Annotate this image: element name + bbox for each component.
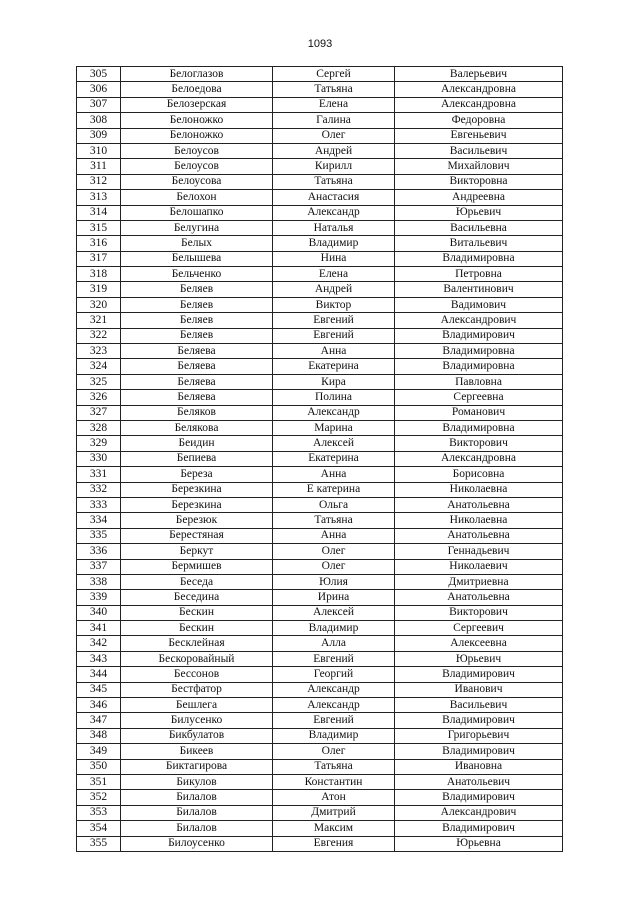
last-name-cell: Беляева	[121, 374, 273, 389]
table-row	[77, 297, 563, 312]
row-number-cell: 348	[77, 728, 121, 743]
last-name-cell: Беркут	[121, 544, 273, 559]
patronymic-cell: Дмитриевна	[395, 574, 563, 589]
first-name-cell: Галина	[273, 113, 395, 128]
patronymic-cell: Евгеньевич	[395, 128, 563, 143]
last-name-cell: Белоножко	[121, 128, 273, 143]
table-row	[77, 97, 563, 112]
patronymic-cell: Андреевна	[395, 190, 563, 205]
patronymic-cell: Иванович	[395, 682, 563, 697]
first-name-cell: Андрей	[273, 143, 395, 158]
row-number-cell: 347	[77, 713, 121, 728]
table-row	[77, 759, 563, 774]
patronymic-cell: Юрьевна	[395, 836, 563, 851]
last-name-cell: Билалов	[121, 821, 273, 836]
first-name-cell: Татьяна	[273, 513, 395, 528]
row-number-cell: 351	[77, 774, 121, 789]
table-row	[77, 713, 563, 728]
last-name-cell: Билусенко	[121, 713, 273, 728]
last-name-cell: Бешлега	[121, 698, 273, 713]
table-row	[77, 359, 563, 374]
row-number-cell: 325	[77, 374, 121, 389]
patronymic-cell: Петровна	[395, 267, 563, 282]
table-row	[77, 528, 563, 543]
table-row	[77, 790, 563, 805]
last-name-cell: Белякова	[121, 420, 273, 435]
first-name-cell: Алексей	[273, 605, 395, 620]
table-row	[77, 205, 563, 220]
last-name-cell: Бепиева	[121, 451, 273, 466]
patronymic-cell: Владимирович	[395, 667, 563, 682]
table-row	[77, 143, 563, 158]
last-name-cell: Белоусов	[121, 159, 273, 174]
table-row	[77, 344, 563, 359]
last-name-cell: Бермишев	[121, 559, 273, 574]
first-name-cell: Анастасия	[273, 190, 395, 205]
table-row	[77, 605, 563, 620]
first-name-cell: Евгений	[273, 713, 395, 728]
row-number-cell: 327	[77, 405, 121, 420]
row-number-cell: 310	[77, 143, 121, 158]
table-row	[77, 190, 563, 205]
last-name-cell: Бельченко	[121, 267, 273, 282]
row-number-cell: 305	[77, 67, 121, 82]
first-name-cell: Дмитрий	[273, 805, 395, 820]
last-name-cell: Бесклейная	[121, 636, 273, 651]
first-name-cell: Кира	[273, 374, 395, 389]
table-row	[77, 621, 563, 636]
last-name-cell: Берестяная	[121, 528, 273, 543]
table-row	[77, 82, 563, 97]
row-number-cell: 312	[77, 174, 121, 189]
row-number-cell: 306	[77, 82, 121, 97]
row-number-cell: 334	[77, 513, 121, 528]
row-number-cell: 329	[77, 436, 121, 451]
first-name-cell: Алексей	[273, 436, 395, 451]
table-row	[77, 636, 563, 651]
first-name-cell: Татьяна	[273, 82, 395, 97]
first-name-cell: Олег	[273, 128, 395, 143]
patronymic-cell: Васильевич	[395, 698, 563, 713]
last-name-cell: Белугина	[121, 220, 273, 235]
last-name-cell: Беидин	[121, 436, 273, 451]
first-name-cell: Евгений	[273, 328, 395, 343]
table-row	[77, 774, 563, 789]
row-number-cell: 313	[77, 190, 121, 205]
first-name-cell: Юлия	[273, 574, 395, 589]
row-number-cell: 353	[77, 805, 121, 820]
patronymic-cell: Валерьевич	[395, 67, 563, 82]
last-name-cell: Белохон	[121, 190, 273, 205]
last-name-cell: Бескоровайный	[121, 651, 273, 666]
first-name-cell: Максим	[273, 821, 395, 836]
first-name-cell: Марина	[273, 420, 395, 435]
first-name-cell: Константин	[273, 774, 395, 789]
row-number-cell: 319	[77, 282, 121, 297]
last-name-cell: Белышева	[121, 251, 273, 266]
table-row	[77, 698, 563, 713]
patronymic-cell: Валентинович	[395, 282, 563, 297]
first-name-cell: Олег	[273, 744, 395, 759]
table-row	[77, 805, 563, 820]
row-number-cell: 349	[77, 744, 121, 759]
last-name-cell: Белоедова	[121, 82, 273, 97]
table-row	[77, 451, 563, 466]
patronymic-cell: Анатольевна	[395, 528, 563, 543]
table-row	[77, 574, 563, 589]
last-name-cell: Березкина	[121, 482, 273, 497]
table-row	[77, 267, 563, 282]
first-name-cell: Наталья	[273, 220, 395, 235]
row-number-cell: 337	[77, 559, 121, 574]
patronymic-cell: Романович	[395, 405, 563, 420]
row-number-cell: 318	[77, 267, 121, 282]
row-number-cell: 324	[77, 359, 121, 374]
table-row	[77, 482, 563, 497]
last-name-cell: Билалов	[121, 790, 273, 805]
table-row	[77, 390, 563, 405]
row-number-cell: 338	[77, 574, 121, 589]
first-name-cell: Владимир	[273, 236, 395, 251]
roster-body	[77, 67, 563, 852]
row-number-cell: 339	[77, 590, 121, 605]
table-row	[77, 328, 563, 343]
patronymic-cell: Владимирович	[395, 790, 563, 805]
row-number-cell: 332	[77, 482, 121, 497]
table-row	[77, 821, 563, 836]
table-row	[77, 313, 563, 328]
row-number-cell: 335	[77, 528, 121, 543]
first-name-cell: Елена	[273, 97, 395, 112]
first-name-cell: Александр	[273, 405, 395, 420]
patronymic-cell: Михайлович	[395, 159, 563, 174]
last-name-cell: Беседина	[121, 590, 273, 605]
last-name-cell: Беляев	[121, 328, 273, 343]
table-row	[77, 513, 563, 528]
row-number-cell: 342	[77, 636, 121, 651]
first-name-cell: Ирина	[273, 590, 395, 605]
patronymic-cell: Владимирович	[395, 328, 563, 343]
first-name-cell: Анна	[273, 467, 395, 482]
patronymic-cell: Александрович	[395, 805, 563, 820]
last-name-cell: Белозерская	[121, 97, 273, 112]
patronymic-cell: Викторовна	[395, 174, 563, 189]
patronymic-cell: Викторович	[395, 436, 563, 451]
table-row	[77, 436, 563, 451]
table-row	[77, 159, 563, 174]
first-name-cell: Анна	[273, 344, 395, 359]
row-number-cell: 315	[77, 220, 121, 235]
first-name-cell: Татьяна	[273, 174, 395, 189]
last-name-cell: Белоусов	[121, 143, 273, 158]
patronymic-cell: Геннадьевич	[395, 544, 563, 559]
patronymic-cell: Федоровна	[395, 113, 563, 128]
first-name-cell: Екатерина	[273, 451, 395, 466]
patronymic-cell: Анатольевич	[395, 774, 563, 789]
last-name-cell: Белоусова	[121, 174, 273, 189]
first-name-cell: Полина	[273, 390, 395, 405]
first-name-cell: Евгений	[273, 651, 395, 666]
first-name-cell: Атон	[273, 790, 395, 805]
patronymic-cell: Николаевич	[395, 559, 563, 574]
last-name-cell: Бессонов	[121, 667, 273, 682]
first-name-cell: Георгий	[273, 667, 395, 682]
patronymic-cell: Сергеевна	[395, 390, 563, 405]
first-name-cell: Евгения	[273, 836, 395, 851]
table-row	[77, 220, 563, 235]
table-row	[77, 590, 563, 605]
last-name-cell: Беляев	[121, 313, 273, 328]
table-row	[77, 420, 563, 435]
row-number-cell: 333	[77, 497, 121, 512]
last-name-cell: Беляева	[121, 344, 273, 359]
first-name-cell: Александр	[273, 682, 395, 697]
first-name-cell: Е катерина	[273, 482, 395, 497]
patronymic-cell: Владимирович	[395, 821, 563, 836]
last-name-cell: Билоусенко	[121, 836, 273, 851]
last-name-cell: Беляков	[121, 405, 273, 420]
last-name-cell: Белоножко	[121, 113, 273, 128]
first-name-cell: Владимир	[273, 728, 395, 743]
row-number-cell: 350	[77, 759, 121, 774]
row-number-cell: 330	[77, 451, 121, 466]
row-number-cell: 308	[77, 113, 121, 128]
last-name-cell: Бикеев	[121, 744, 273, 759]
patronymic-cell: Николаевна	[395, 482, 563, 497]
first-name-cell: Александр	[273, 205, 395, 220]
first-name-cell: Олег	[273, 544, 395, 559]
row-number-cell: 320	[77, 297, 121, 312]
table-row	[77, 405, 563, 420]
table-row	[77, 174, 563, 189]
row-number-cell: 321	[77, 313, 121, 328]
patronymic-cell: Александрович	[395, 313, 563, 328]
table-row	[77, 667, 563, 682]
row-number-cell: 323	[77, 344, 121, 359]
patronymic-cell: Владимировна	[395, 251, 563, 266]
row-number-cell: 331	[77, 467, 121, 482]
last-name-cell: Белоглазов	[121, 67, 273, 82]
last-name-cell: Березюк	[121, 513, 273, 528]
table-row	[77, 374, 563, 389]
first-name-cell: Татьяна	[273, 759, 395, 774]
last-name-cell: Бескин	[121, 605, 273, 620]
row-number-cell: 345	[77, 682, 121, 697]
patronymic-cell: Владимировна	[395, 420, 563, 435]
patronymic-cell: Павловна	[395, 374, 563, 389]
table-row	[77, 682, 563, 697]
table-row	[77, 497, 563, 512]
last-name-cell: Беляева	[121, 390, 273, 405]
patronymic-cell: Александровна	[395, 82, 563, 97]
patronymic-cell: Борисовна	[395, 467, 563, 482]
row-number-cell: 307	[77, 97, 121, 112]
table-row	[77, 744, 563, 759]
row-number-cell: 340	[77, 605, 121, 620]
last-name-cell: Билалов	[121, 805, 273, 820]
row-number-cell: 341	[77, 621, 121, 636]
table-row	[77, 467, 563, 482]
row-number-cell: 316	[77, 236, 121, 251]
first-name-cell: Андрей	[273, 282, 395, 297]
patronymic-cell: Сергеевич	[395, 621, 563, 636]
first-name-cell: Анна	[273, 528, 395, 543]
table-row	[77, 282, 563, 297]
row-number-cell: 314	[77, 205, 121, 220]
first-name-cell: Ольга	[273, 497, 395, 512]
first-name-cell: Екатерина	[273, 359, 395, 374]
patronymic-cell: Владимирович	[395, 744, 563, 759]
table-row	[77, 251, 563, 266]
first-name-cell: Кирилл	[273, 159, 395, 174]
table-row	[77, 728, 563, 743]
patronymic-cell: Ивановна	[395, 759, 563, 774]
first-name-cell: Сергей	[273, 67, 395, 82]
table-row	[77, 651, 563, 666]
patronymic-cell: Вадимович	[395, 297, 563, 312]
first-name-cell: Алла	[273, 636, 395, 651]
last-name-cell: Беляев	[121, 297, 273, 312]
first-name-cell: Елена	[273, 267, 395, 282]
row-number-cell: 346	[77, 698, 121, 713]
patronymic-cell: Анатольевна	[395, 590, 563, 605]
first-name-cell: Александр	[273, 698, 395, 713]
patronymic-cell: Александровна	[395, 451, 563, 466]
patronymic-cell: Васильевич	[395, 143, 563, 158]
table-row	[77, 544, 563, 559]
table-row	[77, 113, 563, 128]
row-number-cell: 311	[77, 159, 121, 174]
table-row	[77, 559, 563, 574]
patronymic-cell: Юрьевич	[395, 651, 563, 666]
last-name-cell: Белошапко	[121, 205, 273, 220]
last-name-cell: Бикбулатов	[121, 728, 273, 743]
table-row	[77, 67, 563, 82]
last-name-cell: Беляева	[121, 359, 273, 374]
patronymic-cell: Викторович	[395, 605, 563, 620]
row-number-cell: 309	[77, 128, 121, 143]
first-name-cell: Евгений	[273, 313, 395, 328]
patronymic-cell: Владимирович	[395, 713, 563, 728]
table-row	[77, 128, 563, 143]
row-number-cell: 326	[77, 390, 121, 405]
page-number: 1093	[307, 38, 333, 50]
patronymic-cell: Григорьевич	[395, 728, 563, 743]
row-number-cell: 328	[77, 420, 121, 435]
first-name-cell: Олег	[273, 559, 395, 574]
first-name-cell: Нина	[273, 251, 395, 266]
patronymic-cell: Владимировна	[395, 344, 563, 359]
last-name-cell: Бестфатор	[121, 682, 273, 697]
last-name-cell: Беляев	[121, 282, 273, 297]
patronymic-cell: Анатольевна	[395, 497, 563, 512]
patronymic-cell: Алексеевна	[395, 636, 563, 651]
roster-table	[76, 66, 563, 852]
row-number-cell: 352	[77, 790, 121, 805]
last-name-cell: Биктагирова	[121, 759, 273, 774]
last-name-cell: Бикулов	[121, 774, 273, 789]
row-number-cell: 317	[77, 251, 121, 266]
row-number-cell: 344	[77, 667, 121, 682]
last-name-cell: Беседа	[121, 574, 273, 589]
row-number-cell: 343	[77, 651, 121, 666]
row-number-cell: 322	[77, 328, 121, 343]
row-number-cell: 354	[77, 821, 121, 836]
last-name-cell: Белых	[121, 236, 273, 251]
patronymic-cell: Владимировна	[395, 359, 563, 374]
patronymic-cell: Николаевна	[395, 513, 563, 528]
first-name-cell: Виктор	[273, 297, 395, 312]
row-number-cell: 355	[77, 836, 121, 851]
last-name-cell: Березкина	[121, 497, 273, 512]
patronymic-cell: Витальевич	[395, 236, 563, 251]
patronymic-cell: Александровна	[395, 97, 563, 112]
patronymic-cell: Юрьевич	[395, 205, 563, 220]
last-name-cell: Бескин	[121, 621, 273, 636]
last-name-cell: Береза	[121, 467, 273, 482]
patronymic-cell: Васильевна	[395, 220, 563, 235]
first-name-cell: Владимир	[273, 621, 395, 636]
table-row	[77, 236, 563, 251]
row-number-cell: 336	[77, 544, 121, 559]
table-row	[77, 836, 563, 851]
